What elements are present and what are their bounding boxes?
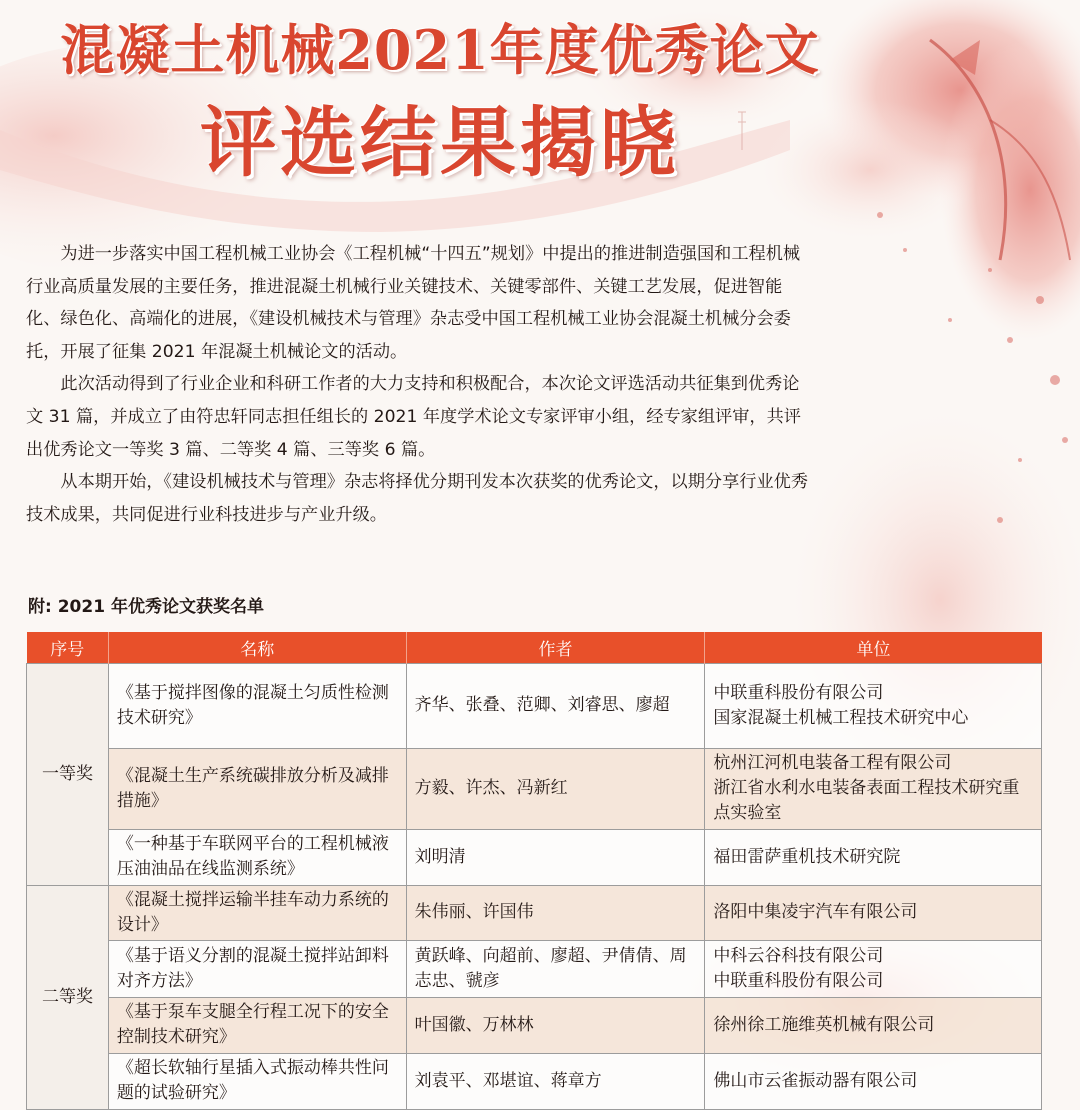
authors-cell: 叶国徽、万林林 [406, 997, 705, 1053]
header-cell-number: 序号 [27, 632, 109, 663]
paper-title-cell: 《基于语义分割的混凝土搅拌站卸料对齐方法》 [108, 940, 406, 997]
unit-cell [705, 663, 1042, 748]
headline-line-1: 混凝土机械2021年度优秀论文 [60, 18, 820, 82]
paper-title-cell: 《基于搅拌图像的混凝土匀质性检测技术研究》 [108, 663, 406, 748]
paper-title-cell: 《一种基于车联网平台的工程机械液压油油品在线监测系统》 [108, 829, 406, 885]
unit-cell [705, 829, 1042, 885]
unit-line: 福田雷萨重机技术研究院 [713, 846, 901, 867]
authors-cell: 刘袁平、邓堪谊、蒋章方 [406, 1053, 705, 1109]
award-level-cell: 一等奖 [27, 663, 109, 885]
intro-paragraph: 从本期开始，《建设机械技术与管理》杂志将择优分期刊发本次获奖的优秀论文，以期分享行业优秀技术成果，共同促进行业科技进步与产业升级。 [26, 472, 809, 525]
table-row [27, 885, 1042, 940]
unit-line: 杭州江河机电装备工程有限公司 [713, 753, 952, 773]
authors-cell: 方毅、许杰、冯新红 [406, 748, 705, 829]
header-cell-unit: 单位 [705, 632, 1042, 663]
unit-line: 中科云谷科技有限公司 [713, 945, 884, 966]
table-row [27, 748, 1042, 829]
intro-paragraph: 此次活动得到了行业企业和科研工作者的大力支持和积极配合，本次论文评选活动共征集到优秀论文 31 篇，并成立了由符忠轩同志担任组长的 2021 年度学术论文专家评审小组，经专家组评审，共评出优秀论文一等奖 3 篇、二等奖 4 篇、三等奖 6 篇。 [26, 374, 801, 460]
unit-line: 浙江省水利水电装备表面工程技术研究重点实验室 [713, 778, 1020, 823]
unit-line: 徐州徐工施维英机械有限公司 [713, 1014, 935, 1035]
table-header-row [27, 632, 1042, 663]
headline-line-2: 评选结果揭晓 [200, 98, 680, 187]
paper-title-cell: 《基于泵车支腿全行程工况下的安全控制技术研究》 [108, 997, 406, 1053]
award-list-table [26, 632, 1042, 1110]
award-level-cell: 二等奖 [27, 885, 109, 1109]
unit-line: 佛山市云雀振动器有限公司 [713, 1070, 918, 1091]
table-row [27, 1053, 1042, 1109]
unit-cell [705, 940, 1042, 997]
authors-cell: 黄跃峰、向超前、廖超、尹倩倩、周志忠、虢彦 [406, 940, 705, 997]
unit-cell [705, 748, 1042, 829]
table-row [27, 663, 1042, 748]
award-list-caption: 附: 2021 年优秀论文获奖名单 [28, 597, 264, 617]
unit-line: 国家混凝土机械工程技术研究中心 [713, 707, 969, 728]
header-cell-authors: 作者 [406, 632, 705, 663]
table-row [27, 940, 1042, 997]
authors-cell: 齐华、张叠、范卿、刘睿思、廖超 [406, 663, 705, 748]
table-row [27, 997, 1042, 1053]
unit-line: 中联重科股份有限公司 [713, 970, 884, 991]
unit-cell [705, 997, 1042, 1053]
intro-text [26, 238, 816, 531]
unit-cell [705, 885, 1042, 940]
unit-line: 中联重科股份有限公司 [713, 682, 884, 703]
intro-paragraph: 为进一步落实中国工程机械工业协会《工程机械“十四五”规划》中提出的推进制造强国和工程机械行业高质量发展的主要任务，推进混凝土机械行业关键技术、关键零部件、关键工艺发展，促进智能化、绿色化、高端化的进展，《建设机械技术与管理》杂志受中国工程机械工业协会混凝土机械分会委托，开展了征集 2021 年混凝土机械论文的活动。 [26, 244, 801, 362]
paper-title-cell: 《混凝土生产系统碳排放分析及减排措施》 [108, 748, 406, 829]
header-cell-title: 名称 [108, 632, 406, 663]
paper-title-cell: 《超长软轴行星插入式振动棒共性问题的试验研究》 [108, 1053, 406, 1109]
authors-cell: 刘明清 [406, 829, 705, 885]
unit-line: 洛阳中集凌宇汽车有限公司 [713, 902, 918, 922]
authors-cell: 朱伟丽、许国伟 [406, 885, 705, 940]
table-row [27, 829, 1042, 885]
paper-title-cell: 《混凝土搅拌运输半挂车动力系统的设计》 [108, 885, 406, 940]
unit-cell [705, 1053, 1042, 1109]
